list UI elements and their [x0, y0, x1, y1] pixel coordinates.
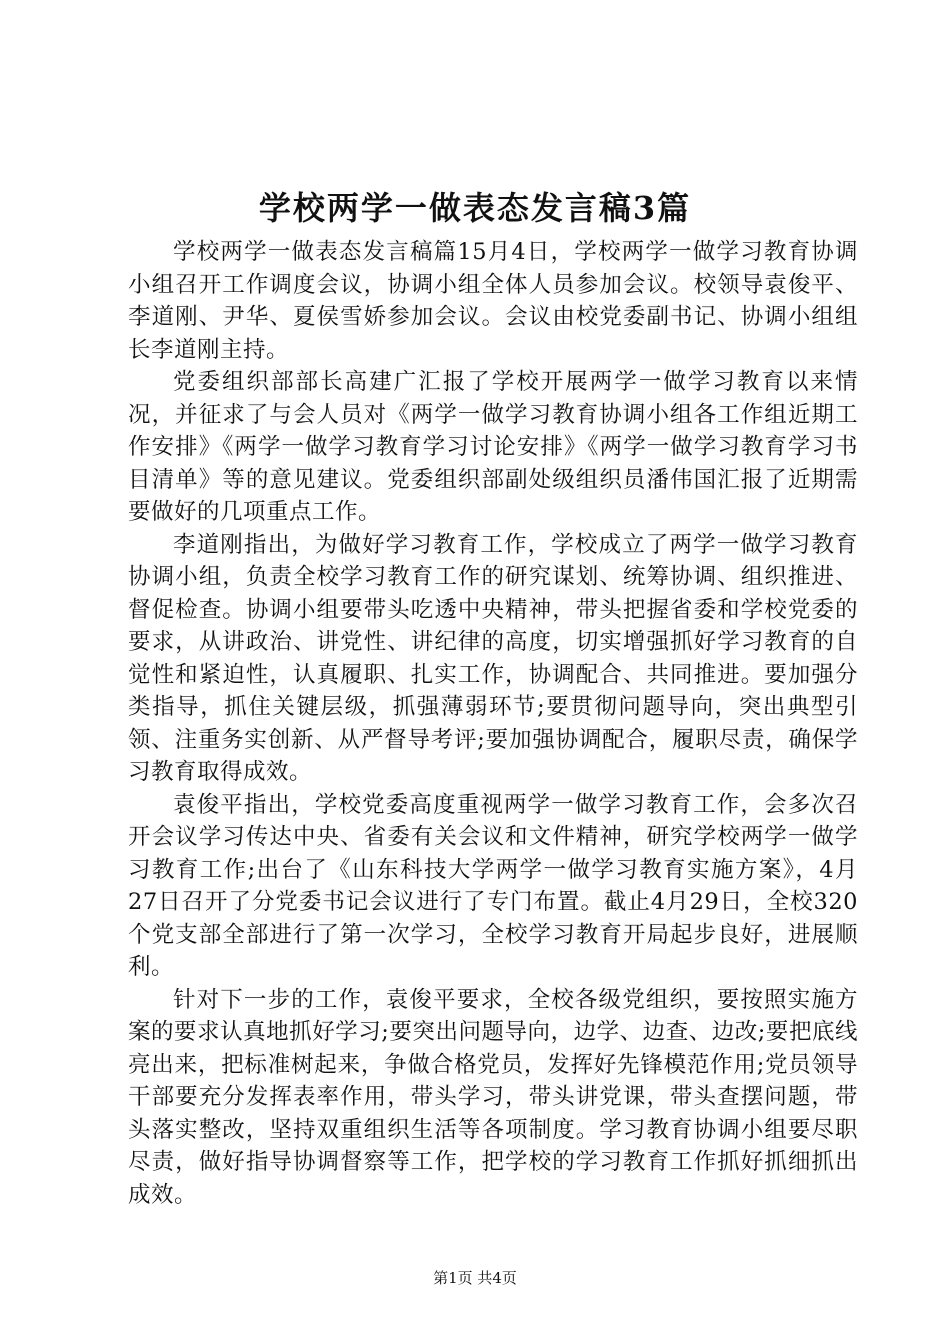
paragraph: 针对下一步的工作，袁俊平要求，全校各级党组织，要按照实施方案的要求认真地抓好学习;要突出问题导向，边学、边查、边改;要把底线亮出来，把标准树起来，争做合格党员，发挥好先锋模范作用;党员领导干部要充分发挥表率作用，带头学习，带头讲党课，带头查摆问题，带头落实整改，坚持双重组织生活等各项制度。学习教育协调小组要尽职尽责，做好指导协调督察等工作，把学校的学习教育工作抓好抓细抓出成效。 [128, 986, 858, 1208]
document-title: 学校两学一做表态发言稿3篇 [258, 189, 692, 227]
page-number-footer: 第1页 共4页 [433, 1269, 517, 1287]
paragraph: 袁俊平指出，学校党委高度重视两学一做学习教育工作，会多次召开会议学习传达中央、省委有关会议和文件精神，研究学校两学一做学习教育工作;出台了《山东科技大学两学一做学习教育实施方案》，4月27日召开了分党委书记会议进行了专门布置。截止4月29日，全校320个党支部全部进行了第一次学习，全校学习教育开局起步良好，进展顺利。 [128, 791, 858, 980]
document-body [128, 236, 858, 1211]
paragraph: 李道刚指出，为做好学习教育工作，学校成立了两学一做学习教育协调小组，负责全校学习教育工作的研究谋划、统筹协调、组织推进、督促检查。协调小组要带头吃透中央精神，带头把握省委和学校党委的要求，从讲政治、讲党性、讲纪律的高度，切实增强抓好学习教育的自觉性和紧迫性，认真履职、扎实工作，协调配合、共同推进。要加强分类指导，抓住关键层级，抓强薄弱环节;要贯彻问题导向，突出典型引领、注重务实创新、从严督导考评;要加强协调配合，履职尽责，确保学习教育取得成效。 [128, 531, 858, 785]
paragraph: 党委组织部部长高建广汇报了学校开展两学一做学习教育以来情况，并征求了与会人员对《两学一做学习教育协调小组各工作组近期工作安排》《两学一做学习教育学习讨论安排》《两学一做学习教育学习书目清单》等的意见建议。党委组织部副处级组织员潘伟国汇报了近期需要做好的几项重点工作。 [128, 369, 858, 525]
paragraph: 学校两学一做表态发言稿篇15月4日，学校两学一做学习教育协调小组召开工作调度会议，协调小组全体人员参加会议。校领导袁俊平、李道刚、尹华、夏侯雪娇参加会议。会议由校党委副书记、协调小组组长李道刚主持。 [128, 239, 858, 363]
